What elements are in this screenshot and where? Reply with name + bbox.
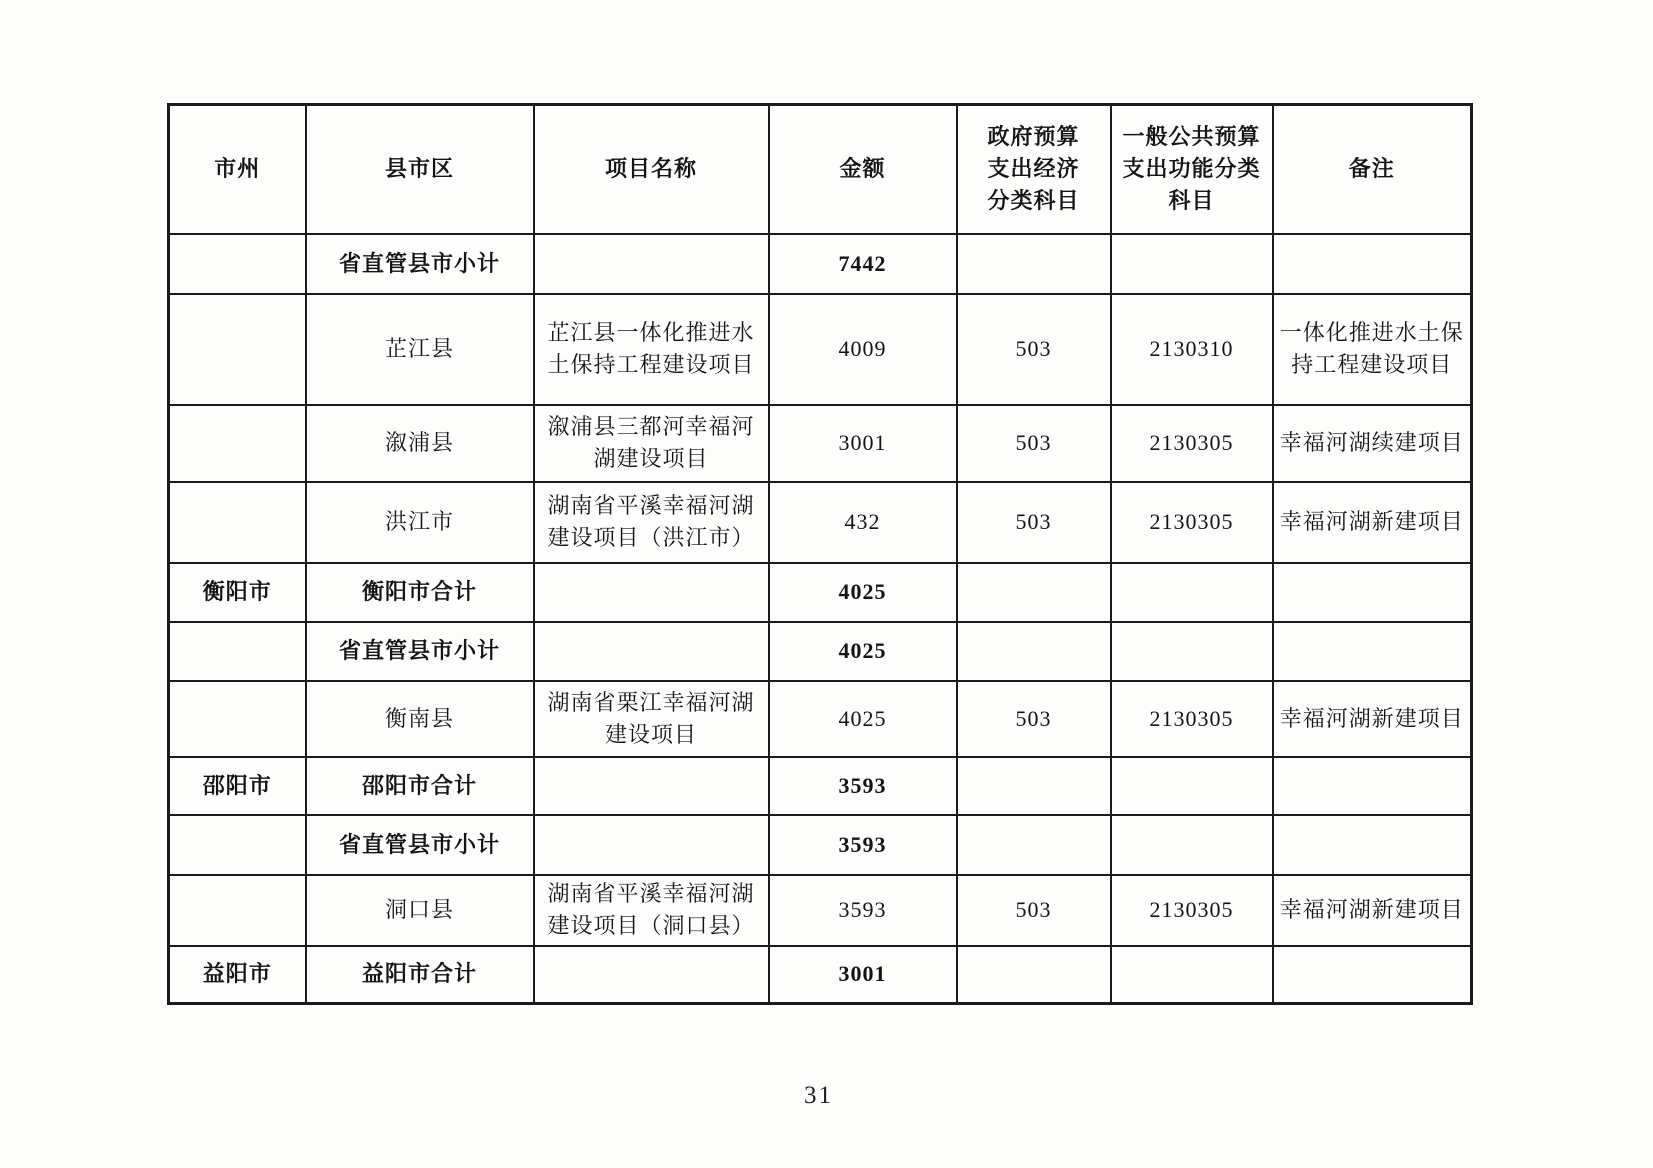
cell-remark: 幸福河湖续建项目	[1273, 405, 1472, 482]
cell-econ	[957, 946, 1111, 1004]
cell-func: 2130305	[1111, 681, 1273, 757]
table-row	[169, 815, 1472, 875]
column-header-project	[534, 105, 769, 234]
cell-amount: 4025	[769, 622, 957, 681]
cell-remark	[1273, 757, 1472, 815]
cell-project: 湖南省栗江幸福河湖建设项目	[534, 681, 769, 757]
cell-amount: 3593	[769, 875, 957, 946]
cell-econ	[957, 622, 1111, 681]
column-header-label: 项目名称	[604, 156, 697, 182]
cell-econ: 503	[957, 294, 1111, 405]
cell-shi	[169, 875, 306, 946]
cell-amount: 4025	[769, 681, 957, 757]
cell-remark: 一体化推进水土保持工程建设项目	[1273, 294, 1472, 405]
cell-econ: 503	[957, 405, 1111, 482]
cell-project	[534, 946, 769, 1004]
cell-remark: 幸福河湖新建项目	[1273, 482, 1472, 563]
table-row	[169, 405, 1472, 482]
cell-shi	[169, 622, 306, 681]
cell-remark	[1273, 563, 1472, 622]
cell-remark: 幸福河湖新建项目	[1273, 875, 1472, 946]
cell-xian: 邵阳市合计	[306, 757, 534, 815]
cell-xian: 芷江县	[306, 294, 534, 405]
table-row	[169, 681, 1472, 757]
cell-shi: 衡阳市	[169, 563, 306, 622]
column-header-econ	[957, 105, 1111, 234]
cell-project: 芷江县一体化推进水土保持工程建设项目	[534, 294, 769, 405]
cell-project: 溆浦县三都河幸福河湖建设项目	[534, 405, 769, 482]
column-header-xian	[306, 105, 534, 234]
column-header-amount	[769, 105, 957, 234]
cell-xian: 省直管县市小计	[306, 815, 534, 875]
table-row	[169, 757, 1472, 815]
cell-amount: 3593	[769, 815, 957, 875]
column-header-shi	[169, 105, 306, 234]
column-header-label: 一般公共预算支出功能分类科目	[1122, 124, 1261, 214]
cell-func	[1111, 234, 1273, 294]
cell-xian: 省直管县市小计	[306, 622, 534, 681]
table-row	[169, 482, 1472, 563]
table-row	[169, 563, 1472, 622]
table-header-row	[169, 105, 1472, 234]
page-number: 31	[804, 1082, 833, 1109]
cell-project	[534, 622, 769, 681]
cell-func	[1111, 563, 1273, 622]
cell-remark	[1273, 946, 1472, 1004]
cell-func: 2130305	[1111, 405, 1273, 482]
cell-shi	[169, 294, 306, 405]
column-header-label: 市州	[214, 156, 261, 182]
cell-shi	[169, 815, 306, 875]
column-header-label: 金额	[839, 156, 886, 182]
cell-econ: 503	[957, 482, 1111, 563]
cell-shi	[169, 482, 306, 563]
cell-remark	[1273, 622, 1472, 681]
column-header-label: 政府预算支出经济分类科目	[987, 124, 1080, 214]
column-header-label: 备注	[1348, 156, 1395, 182]
cell-remark: 幸福河湖新建项目	[1273, 681, 1472, 757]
table-row	[169, 946, 1472, 1004]
cell-xian: 衡南县	[306, 681, 534, 757]
cell-amount: 3593	[769, 757, 957, 815]
cell-econ: 503	[957, 681, 1111, 757]
budget-allocation-table	[167, 103, 1473, 1005]
cell-amount: 4009	[769, 294, 957, 405]
cell-xian: 洪江市	[306, 482, 534, 563]
cell-project	[534, 757, 769, 815]
cell-econ	[957, 757, 1111, 815]
cell-shi: 益阳市	[169, 946, 306, 1004]
cell-xian: 省直管县市小计	[306, 234, 534, 294]
cell-func	[1111, 946, 1273, 1004]
cell-func: 2130310	[1111, 294, 1273, 405]
cell-shi	[169, 405, 306, 482]
cell-func	[1111, 622, 1273, 681]
column-header-remark	[1273, 105, 1472, 234]
cell-amount: 3001	[769, 946, 957, 1004]
cell-econ	[957, 563, 1111, 622]
column-header-label: 县市区	[384, 156, 454, 182]
cell-econ	[957, 815, 1111, 875]
cell-shi	[169, 234, 306, 294]
cell-xian: 溆浦县	[306, 405, 534, 482]
cell-xian: 洞口县	[306, 875, 534, 946]
cell-remark	[1273, 234, 1472, 294]
cell-project	[534, 563, 769, 622]
table-row	[169, 294, 1472, 405]
table-row	[169, 875, 1472, 946]
cell-func	[1111, 757, 1273, 815]
cell-shi: 邵阳市	[169, 757, 306, 815]
cell-project: 湖南省平溪幸福河湖建设项目（洪江市）	[534, 482, 769, 563]
cell-econ: 503	[957, 875, 1111, 946]
cell-econ	[957, 234, 1111, 294]
cell-amount: 3001	[769, 405, 957, 482]
cell-func: 2130305	[1111, 482, 1273, 563]
table-row	[169, 234, 1472, 294]
cell-amount: 4025	[769, 563, 957, 622]
table-row	[169, 622, 1472, 681]
column-header-func	[1111, 105, 1273, 234]
cell-func	[1111, 815, 1273, 875]
cell-xian: 衡阳市合计	[306, 563, 534, 622]
cell-amount: 7442	[769, 234, 957, 294]
cell-xian: 益阳市合计	[306, 946, 534, 1004]
cell-shi	[169, 681, 306, 757]
cell-remark	[1273, 815, 1472, 875]
cell-project	[534, 234, 769, 294]
cell-project: 湖南省平溪幸福河湖建设项目（洞口县）	[534, 875, 769, 946]
cell-amount: 432	[769, 482, 957, 563]
cell-project	[534, 815, 769, 875]
cell-func: 2130305	[1111, 875, 1273, 946]
